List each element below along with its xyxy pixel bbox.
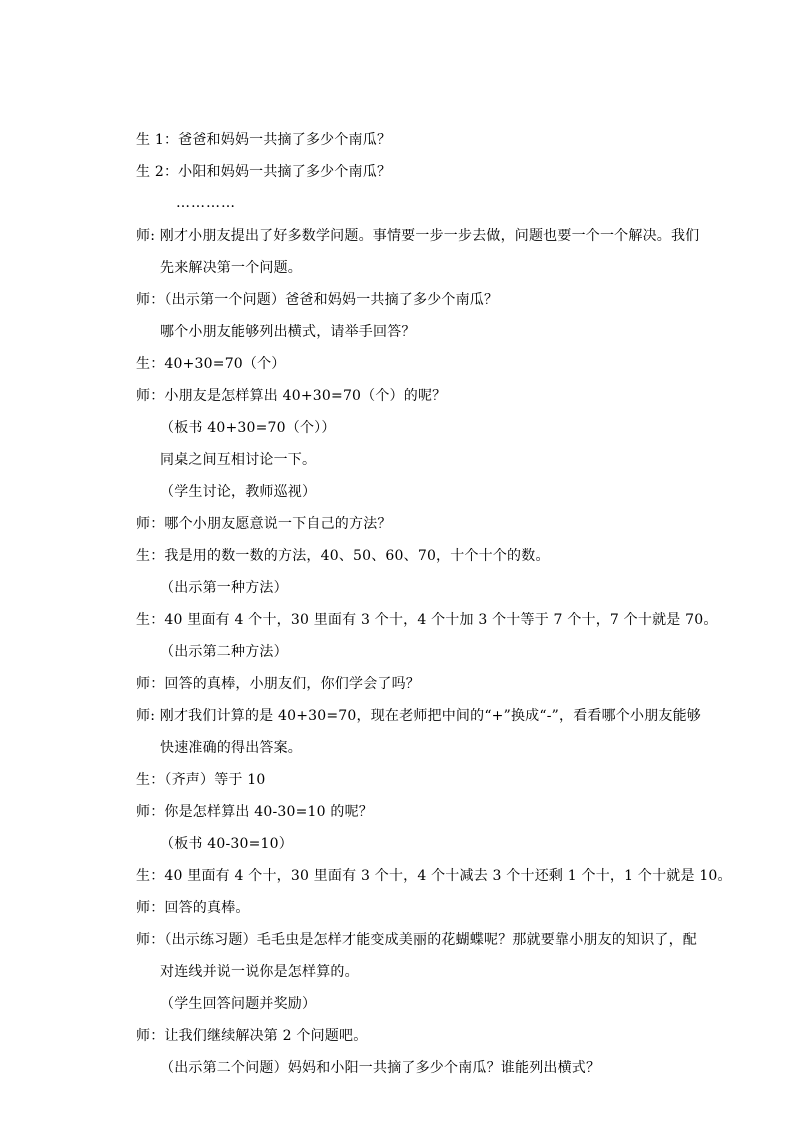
text-line: （出示第一种方法） xyxy=(160,580,288,596)
text-line: 同桌之间互相讨论一下。 xyxy=(160,452,317,468)
text-line: 师: 刚才我们计算的是 40+30=70，现在老师把中间的“+”换成“-”，看看哪个小朋友能够 xyxy=(136,708,702,724)
text-line: 生：40+30=70（个） xyxy=(136,356,286,372)
ellipsis-line: ………… xyxy=(176,195,236,211)
text-line: 师：（出示练习题）毛毛虫是怎样才能变成美丽的花蝴蝶呢？那就要靠小朋友的知识了，配 xyxy=(136,932,697,948)
text-line: （出示第二种方法） xyxy=(160,644,288,660)
text-line: 师：回答的真棒，小朋友们，你们学会了吗？ xyxy=(136,676,420,692)
text-line: 快速准确的得出答案。 xyxy=(160,740,302,756)
text-line: 师：你是怎样算出 40-30=10 的呢？ xyxy=(136,804,374,820)
text-line: 哪个小朋友能够列出横式，请举手回答？ xyxy=(160,324,416,340)
text-line: 生 2：小阳和妈妈一共摘了多少个南瓜？ xyxy=(136,164,392,180)
text-line: 生：我是用的数一数的方法，40、50、60、70，十个十个的数。 xyxy=(136,548,550,564)
text-line: 师：回答的真棒。 xyxy=(136,900,250,916)
text-line: 生 1：爸爸和妈妈一共摘了多少个南瓜？ xyxy=(136,132,392,148)
text-line: 生：（齐声）等于 10 xyxy=(136,772,266,788)
text-line: （学生讨论，教师巡视） xyxy=(160,484,317,500)
text-line: 生：40 里面有 4 个十，30 里面有 3 个十，4 个十减去 3 个十还剩 1 个十，1 个十就是 10。 xyxy=(136,868,732,884)
text-line: 先来解决第一个问题。 xyxy=(160,260,302,276)
text-line: 师：哪个小朋友愿意说一下自己的方法？ xyxy=(136,516,392,532)
text-line: （出示第二个问题）妈妈和小阳一共摘了多少个南瓜？谁能列出横式？ xyxy=(160,1060,601,1076)
text-line: （板书 40-30=10） xyxy=(160,836,293,852)
text-line: （学生回答问题并奖励） xyxy=(160,996,317,1012)
text-line: 师：（出示第一个问题）爸爸和妈妈一共摘了多少个南瓜？ xyxy=(136,292,499,308)
text-line: 对连线并说一说你是怎样算的。 xyxy=(160,964,359,980)
text-line: 师: 刚才小朋友提出了好多数学问题。事情要一步一步去做，问题也要一个一个解决。我们 xyxy=(136,228,700,244)
text-line: （板书 40+30=70（个）） xyxy=(160,420,336,436)
text-line: 生：40 里面有 4 个十，30 里面有 3 个十，4 个十加 3 个十等于 7 个十，7 个十就是 70。 xyxy=(136,612,718,628)
text-line: 师：让我们继续解决第 2 个问题吧。 xyxy=(136,1028,368,1044)
text-line: 师：小朋友是怎样算出 40+30=70（个）的呢？ xyxy=(136,388,447,404)
